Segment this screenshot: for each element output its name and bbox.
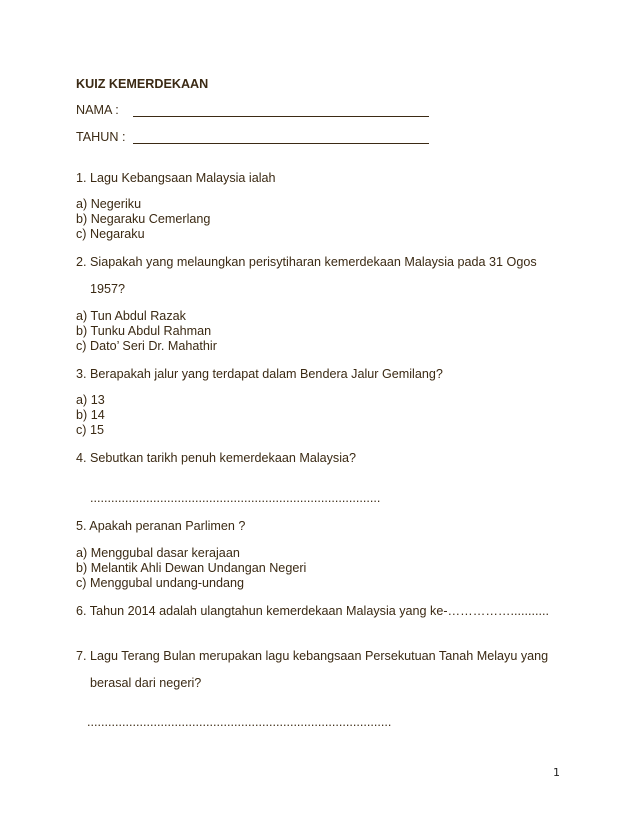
q4-answer-line[interactable]: ................................................................................... (90, 491, 381, 505)
tahun-field[interactable] (133, 143, 429, 144)
question-6: 6. Tahun 2014 adalah ulangtahun kemerdekaan Malaysia yang ke-……………........... (76, 604, 550, 618)
question-3: 3. Berapakah jalur yang terdapat dalam Bendera Jalur Gemilang? (76, 367, 443, 381)
question-4: 4. Sebutkan tarikh penuh kemerdekaan Malaysia? (76, 451, 357, 465)
question-7-line-1: 7. Lagu Terang Bulan merupakan lagu kebangsaan Persekutuan Tanah Melayu yang (76, 649, 549, 663)
q5-option-c: c) Menggubal undang-undang (76, 576, 245, 590)
q2-option-b: b) Tunku Abdul Rahman (76, 324, 212, 338)
q3-option-c: c) 15 (76, 423, 104, 437)
q3-option-a: a) 13 (76, 393, 105, 407)
question-1: 1. Lagu Kebangsaan Malaysia ialah (76, 171, 276, 185)
question-2-line-1: 2. Siapakah yang melaungkan perisytiharan kemerdekaan Malaysia pada 31 Ogos (76, 255, 537, 269)
q2-option-a: a) Tun Abdul Razak (76, 309, 186, 323)
q5-option-b: b) Melantik Ahli Dewan Undangan Negeri (76, 561, 307, 575)
question-2-line-2: 1957? (90, 282, 126, 296)
nama-label: NAMA : (76, 103, 119, 117)
q1-option-c: c) Negaraku (76, 227, 145, 241)
quiz-title: KUIZ KEMERDEKAAN (76, 77, 209, 91)
q3-option-b: b) 14 (76, 408, 105, 422)
q1-option-b: b) Negaraku Cemerlang (76, 212, 211, 226)
q7-answer-line[interactable]: ....................................................................................... (87, 715, 392, 729)
nama-field[interactable] (133, 116, 429, 117)
page-number: 1 (553, 766, 560, 779)
question-7-line-2: berasal dari negeri? (90, 676, 202, 690)
question-5: 5. Apakah peranan Parlimen ? (76, 519, 246, 533)
q5-option-a: a) Menggubal dasar kerajaan (76, 546, 240, 560)
tahun-label: TAHUN : (76, 130, 126, 144)
q1-option-a: a) Negeriku (76, 197, 142, 211)
q2-option-c: c) Dato’ Seri Dr. Mahathir (76, 339, 217, 353)
